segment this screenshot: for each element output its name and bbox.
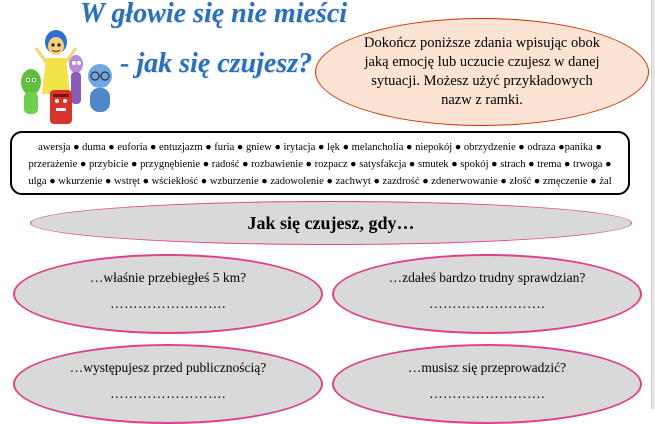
worksheet-title-line-2: - jak się czujesz? bbox=[120, 48, 313, 79]
red-character-icon bbox=[50, 90, 72, 124]
question-oval-1 bbox=[13, 254, 323, 334]
worksheet-title-line-1: W głowie się nie mieści bbox=[80, 0, 348, 29]
emotion-word-list: awersja ● duma ● euforia ● entuzjazm ● furia ● gniew ● irytacja ● lęk ● melancholia ● niepokój ● obrzydzenie ● odraza ●panika ● przerażenie ● przybicie ● przygnębienie ● radość ● rozbawienie ● rozpacz ● satysfakcja ● smutek ● spokój ● strach ● trema ● trwoga ● ulga ● wkurzenie ● wstręt ● wściekłość ● wzburzenie ● zadowolenie ● zachwyt ● zazdrość ● zdenerwowanie ● złość ● zmęczenie ● żal bbox=[28, 142, 612, 187]
answer-blank[interactable]: ……………………. bbox=[110, 386, 226, 401]
prompt-header-oval bbox=[30, 201, 632, 245]
answer-blank[interactable]: ……………………. bbox=[429, 386, 545, 401]
blue-character-icon bbox=[88, 64, 112, 112]
question-oval-2 bbox=[332, 254, 642, 334]
green-character-icon bbox=[21, 69, 41, 114]
instruction-oval bbox=[315, 18, 649, 126]
question-text: …występujesz przed publicznością? bbox=[69, 360, 267, 375]
question-text: …musisz się przeprowadzić? bbox=[407, 360, 567, 375]
emotion-word-box bbox=[10, 131, 630, 195]
question-text: …właśnie przebiegłeś 5 km? bbox=[89, 270, 247, 285]
prompt-header-text: Jak się czujesz, gdy… bbox=[247, 212, 415, 233]
question-oval-4 bbox=[332, 344, 642, 424]
question-text: …zdałeś bardzo trudny sprawdzian? bbox=[388, 270, 586, 285]
cartoon-characters-illustration bbox=[14, 18, 126, 126]
vertical-scrollbar[interactable] bbox=[651, 0, 655, 409]
question-oval-3 bbox=[13, 344, 323, 424]
answer-blank[interactable]: ……………………. bbox=[110, 296, 226, 311]
instruction-text: Dokończ poniższe zdania wpisując obok jaką emocję lub uczucie czujesz w danej sytuacji. Możesz użyć przykładowych nazw z ramki. bbox=[364, 35, 600, 108]
answer-blank[interactable]: ……………………. bbox=[429, 296, 545, 311]
